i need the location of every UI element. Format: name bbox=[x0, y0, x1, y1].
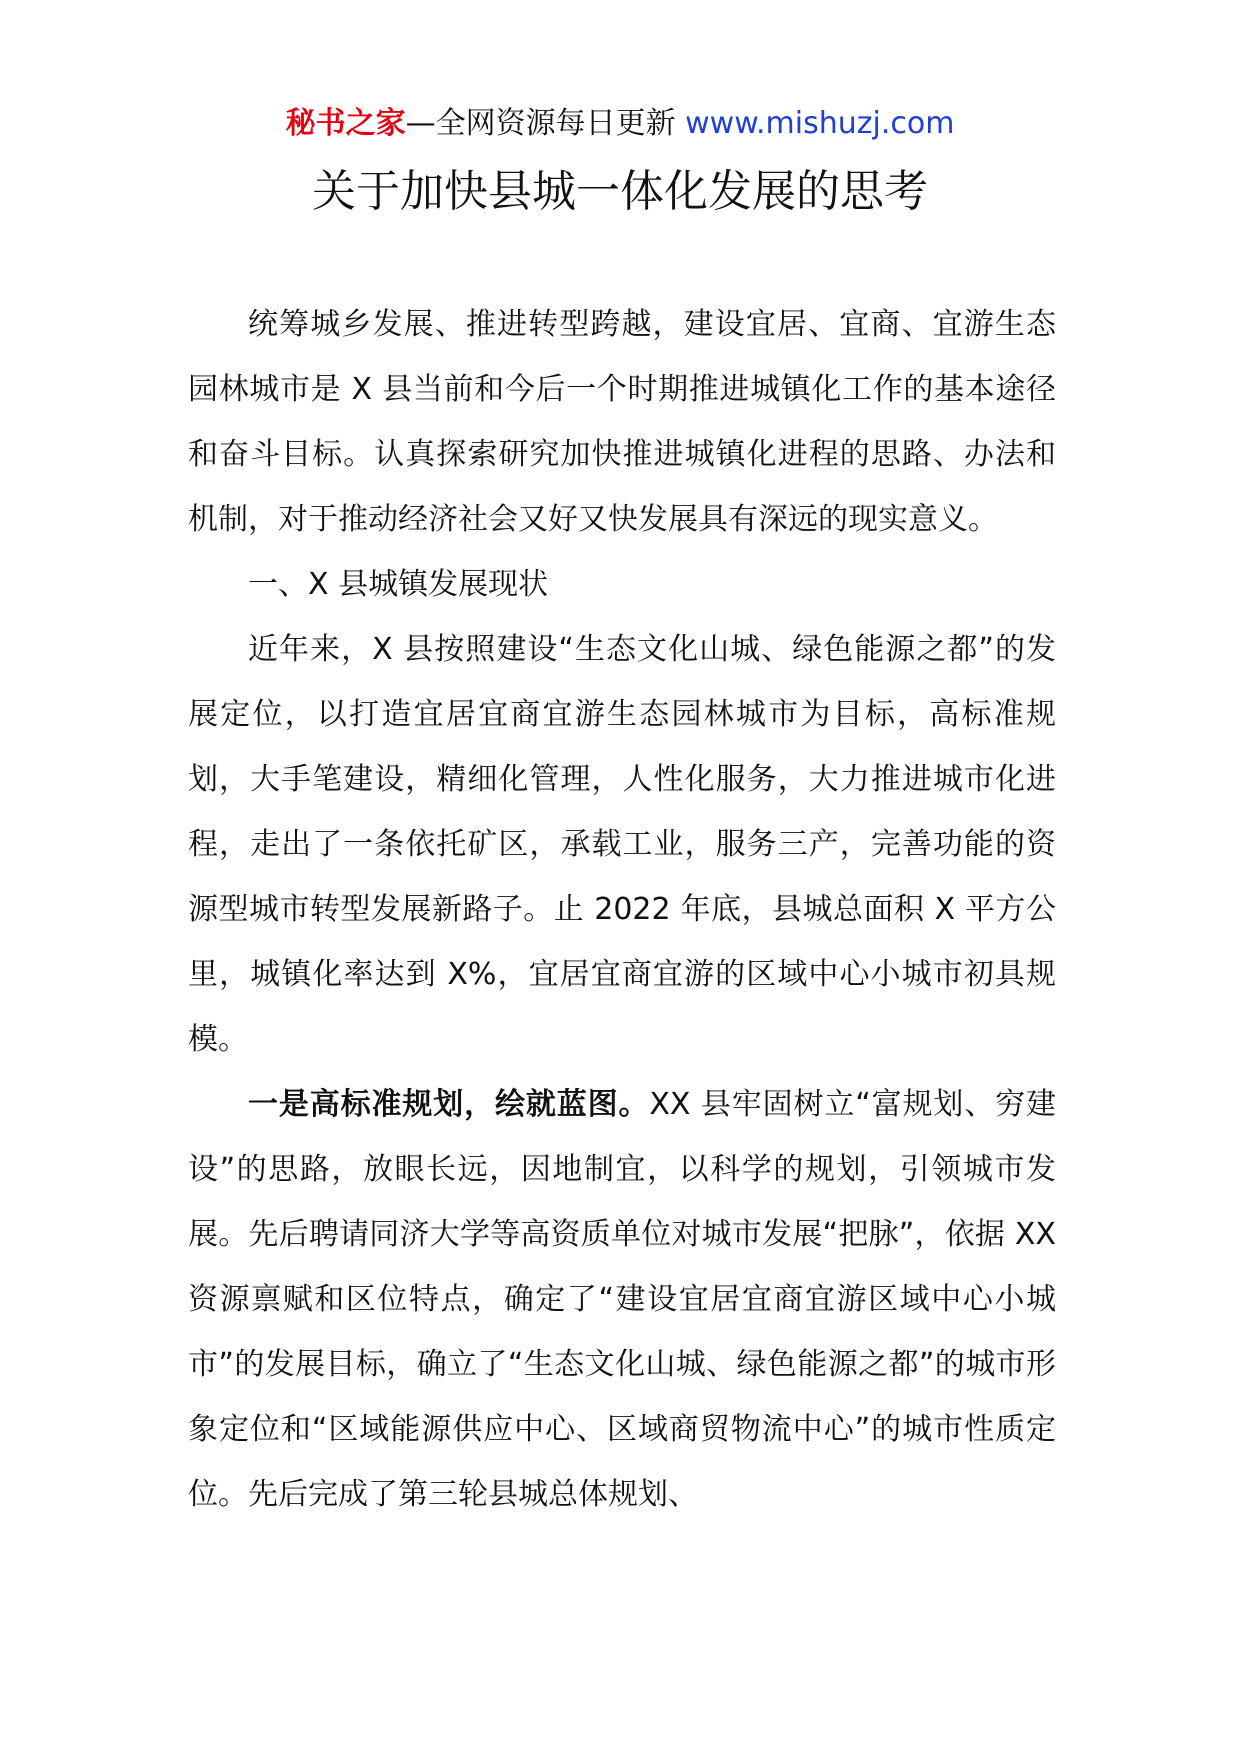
point-one-paragraph bbox=[188, 1072, 1056, 1527]
point-one-lead: 一是高标准规划，绘就蓝图。 bbox=[248, 1087, 650, 1122]
site-header bbox=[0, 104, 1240, 144]
section-heading: 一、X 县城镇发展现状 bbox=[248, 567, 549, 602]
site-url-link[interactable]: www.mishuzj.com bbox=[685, 106, 955, 141]
header-tagline: —全网资源每日更新 bbox=[405, 106, 686, 141]
point-one-body: XX 县牢固树立“富规划、穷建设”的思路，放眼长远，因地制宜，以科学的规划，引领城市发展。先后聘请同济大学等高资质单位对城市发展“把脉”，依据 XX 资源禀赋和区位特点，确定了“建设宜居宜商宜游区域中心小城市”的发展目标，确立了“生态文化山城、绿色能源之都”的城市形象定位和“区域能源供应中心、区域商贸物流中心”的城市性质定位。先后完成了第三轮县城总体规划、 bbox=[188, 1087, 1056, 1512]
document-title: 关于加快县城一体化发展的思考 bbox=[312, 166, 928, 217]
status-paragraph: 近年来，X 县按照建设“生态文化山城、绿色能源之都”的发展定位，以打造宜居宜商宜游生态园林城市为目标，高标准规划，大手笔建设，精细化管理，人性化服务，大力推进城市化进程，走出了一条依托矿区，承载工业，服务三产，完善功能的资源型城市转型发展新路子。止 2022 年底，县城总面积 X 平方公里，城镇化率达到 X%，宜居宜商宜游的区域中心小城市初具规模。 bbox=[188, 632, 1056, 1057]
brand-name: 秘书之家 bbox=[285, 106, 406, 141]
intro-paragraph: 统筹城乡发展、推进转型跨越，建设宜居、宜商、宜游生态园林城市是 X 县当前和今后一个时期推进城镇化工作的基本途径和奋斗目标。认真探索研究加快推进城镇化进程的思路、办法和机制，对于推动经济社会又好又快发展具有深远的现实意义。 bbox=[188, 307, 1056, 537]
document-body bbox=[188, 292, 1056, 1527]
